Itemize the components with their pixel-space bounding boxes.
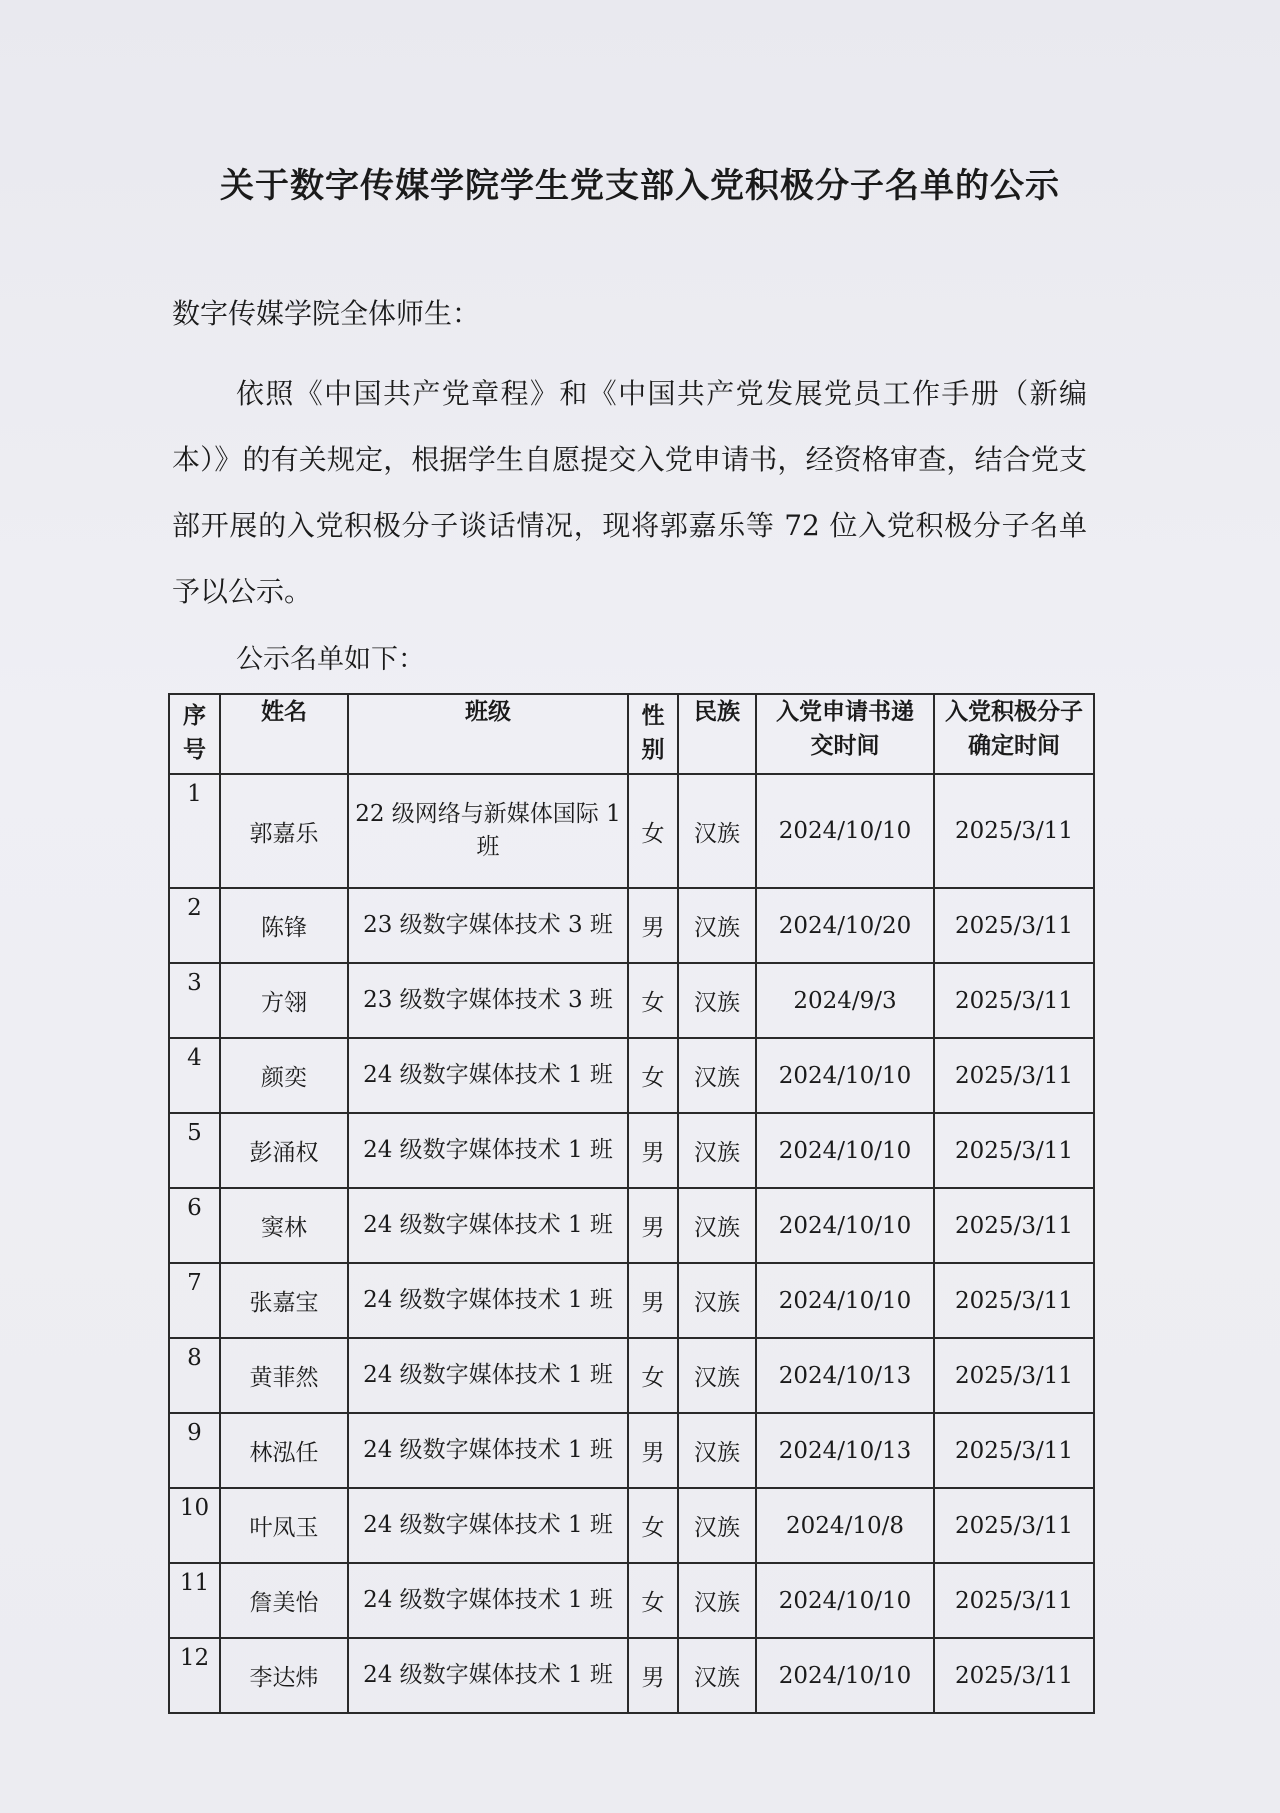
header-ethnicity: 民族 bbox=[678, 694, 756, 774]
header-class: 班级 bbox=[348, 694, 628, 774]
document-title: 关于数字传媒学院学生党支部入党积极分子名单的公示 bbox=[220, 166, 1060, 206]
cell-seq: 6 bbox=[169, 1188, 220, 1263]
cell-applied: 2024/10/13 bbox=[756, 1413, 934, 1488]
cell-seq: 3 bbox=[169, 963, 220, 1038]
table-row bbox=[169, 1638, 1094, 1713]
cell-gender: 男 bbox=[628, 1188, 678, 1263]
cell-applied: 2024/10/8 bbox=[756, 1488, 934, 1563]
header-name: 姓名 bbox=[220, 694, 348, 774]
cell-confirmed: 2025/3/11 bbox=[934, 1488, 1094, 1563]
cell-ethnicity: 汉族 bbox=[678, 774, 756, 888]
cell-seq: 5 bbox=[169, 1113, 220, 1188]
cell-confirmed: 2025/3/11 bbox=[934, 1563, 1094, 1638]
cell-class: 24 级数字媒体技术 1 班 bbox=[348, 1563, 628, 1638]
cell-applied: 2024/10/13 bbox=[756, 1338, 934, 1413]
cell-ethnicity: 汉族 bbox=[678, 1188, 756, 1263]
cell-seq: 2 bbox=[169, 888, 220, 963]
cell-gender: 女 bbox=[628, 774, 678, 888]
cell-class: 24 级数字媒体技术 1 班 bbox=[348, 1038, 628, 1113]
cell-confirmed: 2025/3/11 bbox=[934, 1338, 1094, 1413]
cell-class: 24 级数字媒体技术 1 班 bbox=[348, 1488, 628, 1563]
table-row bbox=[169, 888, 1094, 963]
cell-gender: 女 bbox=[628, 1563, 678, 1638]
cell-name: 郭嘉乐 bbox=[220, 774, 348, 888]
cell-confirmed: 2025/3/11 bbox=[934, 1263, 1094, 1338]
header-seq: 序号 bbox=[169, 694, 220, 774]
cell-ethnicity: 汉族 bbox=[678, 1413, 756, 1488]
cell-class: 24 级数字媒体技术 1 班 bbox=[348, 1113, 628, 1188]
header-applied: 入党申请书递交时间 bbox=[756, 694, 934, 774]
cell-ethnicity: 汉族 bbox=[678, 1563, 756, 1638]
cell-gender: 男 bbox=[628, 1263, 678, 1338]
cell-gender: 男 bbox=[628, 1413, 678, 1488]
cell-class: 24 级数字媒体技术 1 班 bbox=[348, 1188, 628, 1263]
cell-confirmed: 2025/3/11 bbox=[934, 1638, 1094, 1713]
cell-confirmed: 2025/3/11 bbox=[934, 1188, 1094, 1263]
cell-gender: 男 bbox=[628, 1113, 678, 1188]
cell-confirmed: 2025/3/11 bbox=[934, 888, 1094, 963]
cell-class: 24 级数字媒体技术 1 班 bbox=[348, 1263, 628, 1338]
cell-name: 方翎 bbox=[220, 963, 348, 1038]
cell-ethnicity: 汉族 bbox=[678, 1113, 756, 1188]
cell-gender: 男 bbox=[628, 888, 678, 963]
cell-ethnicity: 汉族 bbox=[678, 1338, 756, 1413]
cell-class: 24 级数字媒体技术 1 班 bbox=[348, 1338, 628, 1413]
salutation: 数字传媒学院全体师生： bbox=[172, 297, 481, 330]
cell-applied: 2024/9/3 bbox=[756, 963, 934, 1038]
header-confirmed: 入党积极分子确定时间 bbox=[934, 694, 1094, 774]
cell-seq: 10 bbox=[169, 1488, 220, 1563]
table-row bbox=[169, 1038, 1094, 1113]
cell-name: 窦林 bbox=[220, 1188, 348, 1263]
cell-confirmed: 2025/3/11 bbox=[934, 963, 1094, 1038]
cell-applied: 2024/10/10 bbox=[756, 1563, 934, 1638]
cell-applied: 2024/10/20 bbox=[756, 888, 934, 963]
cell-class: 24 级数字媒体技术 1 班 bbox=[348, 1413, 628, 1488]
cell-applied: 2024/10/10 bbox=[756, 1263, 934, 1338]
table-row bbox=[169, 1563, 1094, 1638]
cell-gender: 女 bbox=[628, 1038, 678, 1113]
cell-ethnicity: 汉族 bbox=[678, 1038, 756, 1113]
header-gender: 性别 bbox=[628, 694, 678, 774]
cell-gender: 男 bbox=[628, 1638, 678, 1713]
table-row bbox=[169, 1488, 1094, 1563]
cell-name: 彭涌权 bbox=[220, 1113, 348, 1188]
cell-gender: 女 bbox=[628, 1488, 678, 1563]
table-row bbox=[169, 774, 1094, 888]
cell-seq: 12 bbox=[169, 1638, 220, 1713]
cell-class: 23 级数字媒体技术 3 班 bbox=[348, 963, 628, 1038]
cell-seq: 8 bbox=[169, 1338, 220, 1413]
cell-name: 陈锋 bbox=[220, 888, 348, 963]
cell-ethnicity: 汉族 bbox=[678, 888, 756, 963]
cell-seq: 11 bbox=[169, 1563, 220, 1638]
cell-name: 张嘉宝 bbox=[220, 1263, 348, 1338]
cell-name: 李达炜 bbox=[220, 1638, 348, 1713]
cell-class: 23 级数字媒体技术 3 班 bbox=[348, 888, 628, 963]
cell-seq: 1 bbox=[169, 774, 220, 888]
cell-confirmed: 2025/3/11 bbox=[934, 1038, 1094, 1113]
roster-table bbox=[168, 693, 1095, 1714]
cell-name: 叶凤玉 bbox=[220, 1488, 348, 1563]
cell-name: 黄菲然 bbox=[220, 1338, 348, 1413]
list-intro: 公示名单如下： bbox=[236, 644, 425, 675]
cell-gender: 女 bbox=[628, 1338, 678, 1413]
table-row bbox=[169, 963, 1094, 1038]
cell-name: 林泓任 bbox=[220, 1413, 348, 1488]
cell-class: 24 级数字媒体技术 1 班 bbox=[348, 1638, 628, 1713]
cell-ethnicity: 汉族 bbox=[678, 1488, 756, 1563]
cell-confirmed: 2025/3/11 bbox=[934, 774, 1094, 888]
table-row bbox=[169, 1413, 1094, 1488]
cell-seq: 4 bbox=[169, 1038, 220, 1113]
table-row bbox=[169, 1338, 1094, 1413]
cell-applied: 2024/10/10 bbox=[756, 1188, 934, 1263]
cell-applied: 2024/10/10 bbox=[756, 1113, 934, 1188]
cell-applied: 2024/10/10 bbox=[756, 1038, 934, 1113]
cell-seq: 7 bbox=[169, 1263, 220, 1338]
table-row bbox=[169, 1188, 1094, 1263]
cell-name: 詹美怡 bbox=[220, 1563, 348, 1638]
cell-gender: 女 bbox=[628, 963, 678, 1038]
table-row bbox=[169, 1113, 1094, 1188]
body-paragraph: 依照《中国共产党章程》和《中国共产党发展党员工作手册（新编本）》的有关规定，根据学生自愿提交入党申请书，经资格审查，结合党支部开展的入党积极分子谈话情况，现将郭嘉乐等 72 位入党积极分子名单予以公示。 bbox=[172, 377, 1087, 608]
table-body bbox=[169, 774, 1094, 1713]
cell-ethnicity: 汉族 bbox=[678, 1263, 756, 1338]
cell-confirmed: 2025/3/11 bbox=[934, 1113, 1094, 1188]
cell-ethnicity: 汉族 bbox=[678, 1638, 756, 1713]
table-header-row bbox=[169, 694, 1094, 774]
cell-name: 颜奕 bbox=[220, 1038, 348, 1113]
table-row bbox=[169, 1263, 1094, 1338]
cell-ethnicity: 汉族 bbox=[678, 963, 756, 1038]
cell-class: 22 级网络与新媒体国际 1 班 bbox=[348, 774, 628, 888]
cell-confirmed: 2025/3/11 bbox=[934, 1413, 1094, 1488]
cell-seq: 9 bbox=[169, 1413, 220, 1488]
cell-applied: 2024/10/10 bbox=[756, 1638, 934, 1713]
cell-applied: 2024/10/10 bbox=[756, 774, 934, 888]
